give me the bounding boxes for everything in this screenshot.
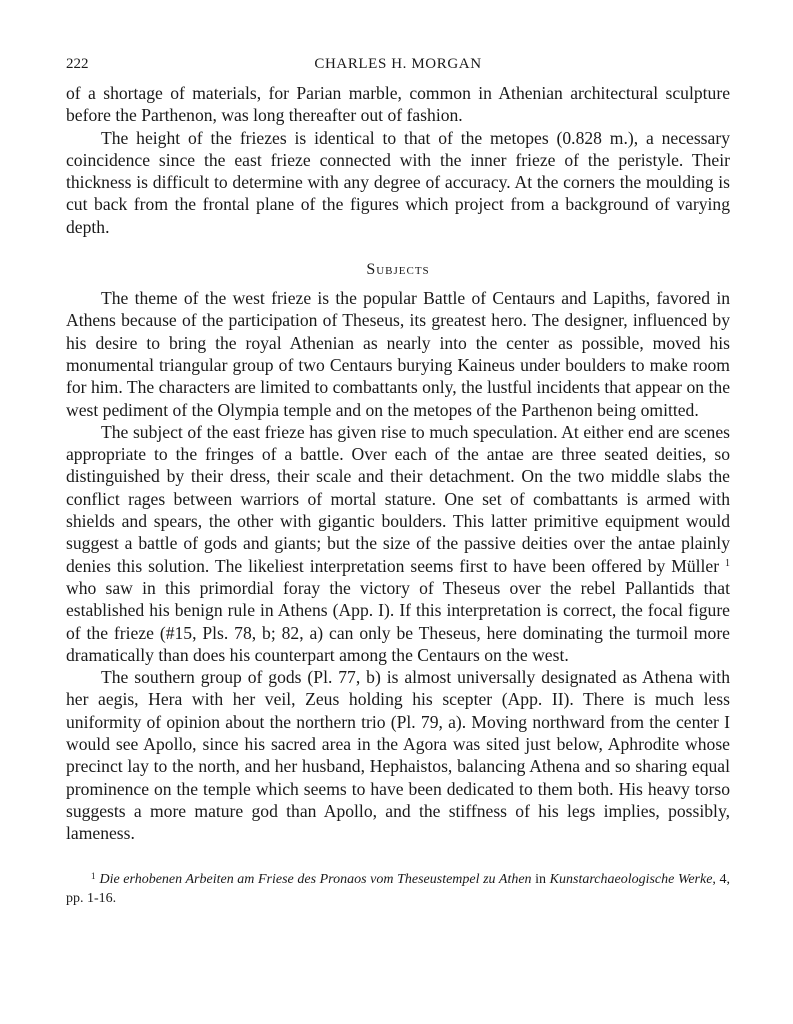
footnote-citation: , 4, pp. 1-16. — [66, 871, 731, 906]
footnote-mark: 1 — [91, 870, 96, 881]
running-head: CHARLES H. MORGAN — [314, 56, 482, 72]
footnote-reference[interactable]: 1 — [725, 557, 730, 569]
paragraph-continuation: of a shortage of materials, for Parian marble, common in Athenian architectural sculpture before the Parthenon, was long thereafter out of fashion. — [66, 83, 730, 126]
paragraph-gods-groups: The southern group of gods (Pl. 77, b) is almost universally designated as Athena with her aegis, Hera with her veil, Zeus holding his scepter (App. II). There is much less uniformity of opinion about the northern trio (Pl. 79, a). Moving northward from the center I would see Apollo, since his sacred area in the Agora was sited just below, Aphrodite whose precinct lay to the north, and her husband, Hephaistos, balancing Athena and so sharing equal prominence on the temple which seems to have been dedicated to them both. His heavy torso suggests a more mature god than Apollo, and the stiffness of his legs implies, possibly, lameness. — [66, 667, 730, 844]
footnote-work: Kunstarchaeologische Werke — [549, 871, 713, 887]
paragraph-west-frieze: The theme of the west frieze is the popular Battle of Centaurs and Lapiths, favored in Athens because of the participation of Theseus, its greatest hero. The designer, influenced by his desire to bring the royal Athenian as nearly into the center as possible, moved his monumental triangular group of two Centaurs burying Kaineus under boulders to make room for him. The characters are limited to combattants only, the lustful incidents that appear on the west pediment of the Olympia temple and on the metopes of the Parthenon being omitted. — [66, 288, 730, 420]
footnote-title: Die erhobenen Arbeiten am Friese des Pronaos vom Theseustempel zu Athen — [99, 871, 532, 887]
paragraph-east-frieze — [66, 421, 730, 666]
paragraph-frieze-height: The height of the friezes is identical to that of the metopes (0.828 m.), a necessary coincidence since the east frieze connected with the inner frieze of the peristyle. Their thickness is difficult to determine with any degree of accuracy. At the corners the moulding is cut back from the frontal plane of the figures which project from a background of varying depth. — [66, 127, 730, 237]
page — [66, 56, 730, 908]
footnote-in: in — [531, 871, 550, 887]
east-frieze-text-part2: who saw in this primordial foray the victory of Theseus over the rebel Pallantids that established his benign rule in Athens (App. I). If this interpretation is correct, the focal figure of the frieze (#15, Pls. 78, b; 82, a) can only be Theseus, here dominating the turmoil more dramatically than does his counterpart among the Centaurs on the west. — [66, 577, 730, 665]
page-header — [66, 56, 730, 82]
page-number: 222 — [66, 56, 89, 72]
east-frieze-text-part1: The subject of the east frieze has given rise to much speculation. At either end are scenes appropriate to the fringes of a battle. Over each of the antae are three seated deities, so distinguished by their dress, their scale and their detachment. On the two middle slabs the conflict rages between warriors of mortal stature. One set of combattants is armed with shields and spears, the other with gigantic boulders. This latter primitive equipment would suggest a battle of gods and giants; but the size of the passive deities over the antae plainly denies this solution. The likeliest interpretation seems first to have been offered by Müller — [66, 421, 730, 576]
footnote — [66, 867, 730, 908]
section-heading-subjects: Subjects — [366, 261, 430, 279]
